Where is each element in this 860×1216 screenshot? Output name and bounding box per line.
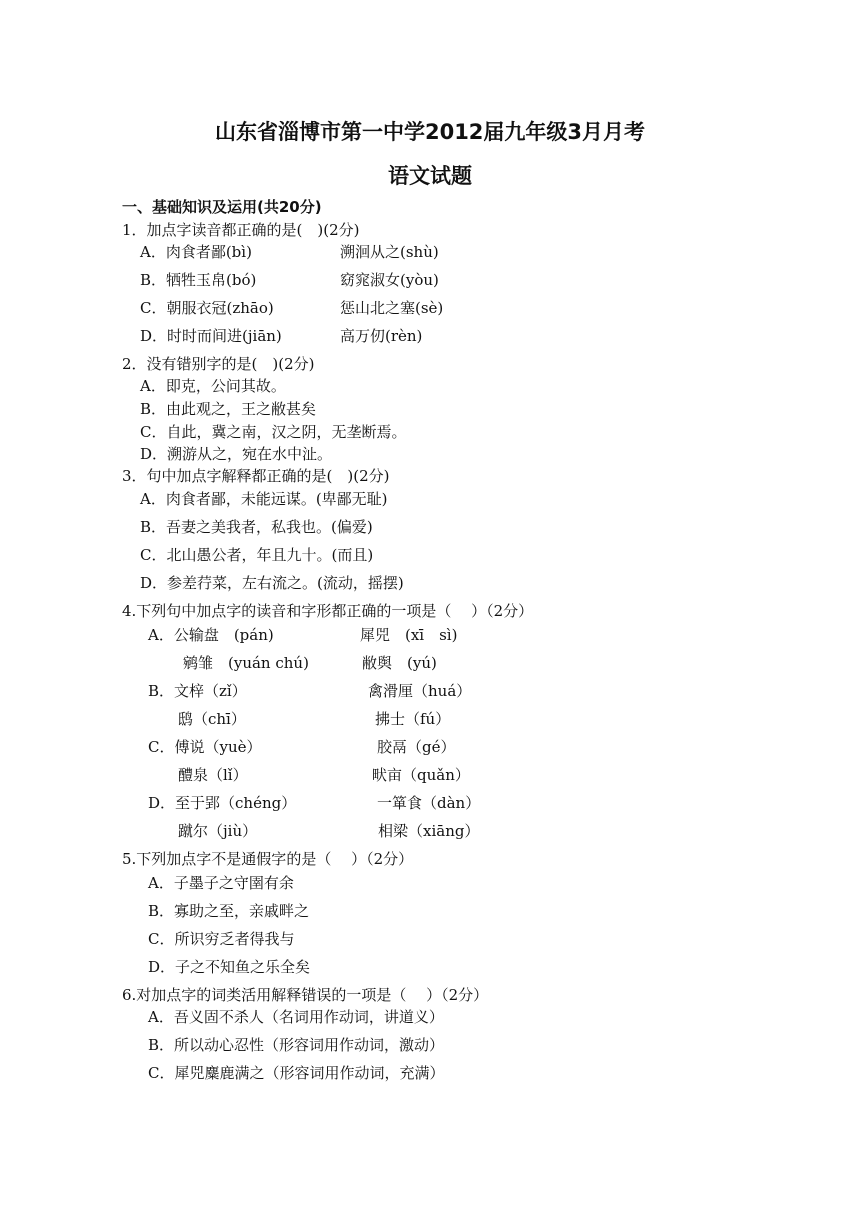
q5-option-a: A．子墨子之守圉有余 xyxy=(148,874,294,892)
q4-option-c2-left: 醴泉（lǐ） xyxy=(178,766,248,784)
section-heading: 一、基础知识及运用(共20分) xyxy=(122,198,322,216)
q4-option-b-right: 禽滑厘（huá） xyxy=(368,682,472,700)
q5-option-c: C．所识穷乏者得我与 xyxy=(148,930,295,948)
q2-option-c: C．自此，冀之南，汉之阴，无垄断焉。 xyxy=(140,423,407,441)
q3-option-b: B．吾妻之美我者，私我也。(偏爱) xyxy=(140,518,373,536)
q4-option-a-left: A．公输盘 (pán) xyxy=(148,626,274,644)
q1-option-c-right: 惩山北之塞(sè) xyxy=(340,299,444,317)
q3-option-c: C．北山愚公者，年且九十。(而且) xyxy=(140,546,374,564)
question-1-stem: 1．加点字读音都正确的是( )(2分) xyxy=(122,221,360,239)
q4-option-d-left: D．至于郢（chéng） xyxy=(148,794,297,812)
question-6-stem: 6.对加点字的词类活用解释错误的一项是（ ）（2分） xyxy=(122,986,489,1004)
q4-option-a2-left: 鹓雏 (yuán chú) xyxy=(183,654,309,672)
q6-option-c: C．犀兕麋鹿满之（形容词用作动词，充满） xyxy=(148,1064,445,1082)
q1-option-c-left: C．朝服衣冠(zhāo) xyxy=(140,299,274,317)
q4-option-b-left: B．文梓（zǐ） xyxy=(148,682,247,700)
q4-option-b2-left: 鸱（chī） xyxy=(178,710,246,728)
q1-option-d-right: 高万仞(rèn) xyxy=(340,327,423,345)
q2-option-a: A．即克，公问其故。 xyxy=(140,377,286,395)
q4-option-d2-left: 蹴尔（jiù） xyxy=(178,822,258,840)
q1-option-b-right: 窈窕淑女(yòu) xyxy=(340,271,439,289)
q4-option-d-right: 一箪食（dàn） xyxy=(377,794,481,812)
q1-option-a-right: 溯洄从之(shù) xyxy=(340,243,439,261)
q3-option-a: A．肉食者鄙，未能远谋。(卑鄙无耻) xyxy=(140,490,388,508)
q1-option-d-left: D．时时而间进(jiān) xyxy=(140,327,282,345)
document-title: 山东省淄博市第一中学2012届九年级3月月考 xyxy=(214,120,646,144)
q4-option-c-left: C．傅说（yuè） xyxy=(148,738,262,756)
q6-option-b: B．所以动心忍性（形容词用作动词，激动） xyxy=(148,1036,445,1054)
q1-option-a-left: A．肉食者鄙(bì) xyxy=(140,243,252,261)
question-3-stem: 3．句中加点字解释都正确的是( )(2分) xyxy=(122,467,390,485)
q5-option-b: B．寡助之至，亲戚畔之 xyxy=(148,902,310,920)
q4-option-d2-right: 相梁（xiāng） xyxy=(378,822,480,840)
q3-option-d: D．参差荇菜，左右流之。(流动，摇摆) xyxy=(140,574,404,592)
q4-option-b2-right: 拂士（fú） xyxy=(375,710,451,728)
q4-option-a-right: 犀兕 (xī sì) xyxy=(360,626,458,644)
q2-option-d: D．溯游从之，宛在水中沚。 xyxy=(140,445,333,463)
q1-option-b-left: B．牺牲玉帛(bó) xyxy=(140,271,257,289)
question-5-stem: 5.下列加点字不是通假字的是（ ）（2分） xyxy=(122,850,414,868)
q4-option-a2-right: 敝舆 (yú) xyxy=(362,654,437,672)
q4-option-c2-right: 畎亩（quǎn） xyxy=(372,766,470,784)
q5-option-d: D．子之不知鱼之乐全矣 xyxy=(148,958,311,976)
q6-option-a: A．吾义固不杀人（名词用作动词，讲道义） xyxy=(148,1008,444,1026)
question-4-stem: 4.下列句中加点字的读音和字形都正确的一项是（ ）（2分） xyxy=(122,602,534,620)
q4-option-c-right: 胶鬲（gé） xyxy=(377,738,456,756)
document-subtitle: 语文试题 xyxy=(388,164,472,188)
question-2-stem: 2．没有错别字的是( )(2分) xyxy=(122,355,315,373)
q2-option-b: B．由此观之，王之敝甚矣 xyxy=(140,400,317,418)
